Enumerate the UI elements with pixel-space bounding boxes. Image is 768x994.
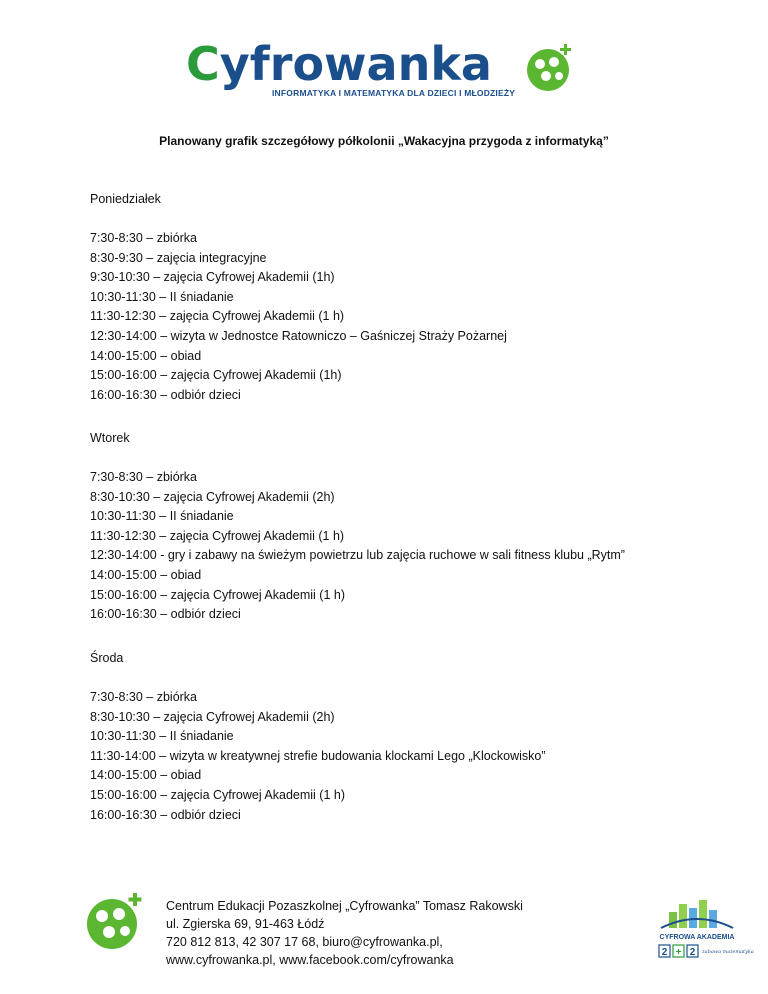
day-section-wednesday: [90, 648, 730, 825]
day-name: Wtorek: [90, 431, 130, 445]
schedule-entry: 15:00-16:00 – zajęcia Cyfrowej Akademii (1h): [90, 368, 342, 383]
day-name: Środa: [90, 651, 124, 665]
schedule-entry: 12:30-14:00 – wizyta w Jednostce Ratowniczo – Gaśniczej Straży Pożarnej: [90, 328, 507, 343]
schedule-entry: 14:00-15:00 – obiad: [90, 567, 202, 582]
day-section-monday: [90, 189, 730, 405]
footer-number-brain-icon: [82, 890, 146, 954]
header-logo: [186, 37, 586, 102]
academy-subtitle: zabawa matematyka: [702, 949, 754, 955]
cyfrowa-akademia-logo: [655, 898, 754, 966]
schedule-entry: 16:00-16:30 – odbiór dzieci: [90, 807, 241, 822]
schedule-entry: 11:30-12:30 – zajęcia Cyfrowej Akademii (1 h): [90, 528, 345, 543]
logo-tagline: INFORMATYKA I MATEMATYKA DLA DZIECI I MŁODZIEŻY: [272, 88, 516, 98]
day-name: Poniedziałek: [90, 192, 161, 206]
schedule-entry: 7:30-8:30 – zbiórka: [90, 690, 198, 704]
number-brain-icon: [524, 42, 576, 94]
schedule-entry: 10:30-11:30 – II śniadanie: [90, 289, 234, 304]
footer-line: www.cyfrowanka.pl, www.facebook.com/cyfrowanka: [166, 953, 454, 967]
footer-contact: [166, 897, 523, 969]
schedule-entry: 14:00-15:00 – obiad: [90, 768, 202, 783]
schedule-entry: 11:30-12:30 – zajęcia Cyfrowej Akademii (1 h): [90, 309, 345, 324]
schedule-entry: 14:00-15:00 – obiad: [90, 348, 202, 363]
footer-line: 720 812 813, 42 307 17 68, biuro@cyfrowanka.pl,: [166, 935, 443, 949]
schedule-entry: 11:30-14:00 – wizyta w kreatywnej strefie budowania klockami Lego „Klockowisko”: [90, 748, 546, 763]
academy-name: CYFROWA AKADEMIA: [659, 934, 735, 941]
day-section-tuesday: [90, 428, 730, 625]
schedule-entry: 7:30-8:30 – zbiórka: [90, 231, 198, 245]
logo-first-letter: C: [186, 37, 220, 91]
schedule-entry: 10:30-11:30 – II śniadanie: [90, 729, 234, 744]
schedule-entry: 15:00-16:00 – zajęcia Cyfrowej Akademii (1 h): [90, 587, 345, 602]
footer-line: ul. Zgierska 69, 91-463 Łódź: [166, 917, 325, 931]
schedule-entry: 9:30-10:30 – zajęcia Cyfrowej Akademii (1h): [90, 270, 335, 285]
logo-rest: yfrowanka: [219, 37, 492, 91]
schedule-entry: 12:30-14:00 - gry i zabawy na świeżym powietrzu lub zajęcia ruchowe w sali fitness klubu „Rytm”: [90, 548, 625, 563]
academy-digit-b: 2: [689, 947, 696, 958]
schedule-entry: 16:00-16:30 – odbiór dzieci: [90, 607, 241, 622]
logo-wordmark: [186, 36, 492, 92]
academy-digit-a: 2: [661, 947, 668, 958]
schedule-entry: 16:00-16:30 – odbiór dzieci: [90, 387, 241, 402]
schedule-title: Planowany grafik szczegółowy półkolonii „Wakacyjna przygoda z informatyką”: [159, 134, 609, 148]
schedule-entry: 7:30-8:30 – zbiórka: [90, 470, 198, 484]
schedule-entry: 15:00-16:00 – zajęcia Cyfrowej Akademii (1 h): [90, 787, 345, 802]
schedule-entry: 10:30-11:30 – II śniadanie: [90, 509, 234, 524]
schedule-entry: 8:30-10:30 – zajęcia Cyfrowej Akademii (2h): [90, 709, 335, 724]
schedule-entry: 8:30-9:30 – zajęcia integracyjne: [90, 250, 267, 265]
academy-operator: +: [675, 947, 682, 958]
footer-line: Centrum Edukacji Pozaszkolnej „Cyfrowanka” Tomasz Rakowski: [166, 899, 523, 913]
schedule-entry: 8:30-10:30 – zajęcia Cyfrowej Akademii (2h): [90, 489, 335, 504]
